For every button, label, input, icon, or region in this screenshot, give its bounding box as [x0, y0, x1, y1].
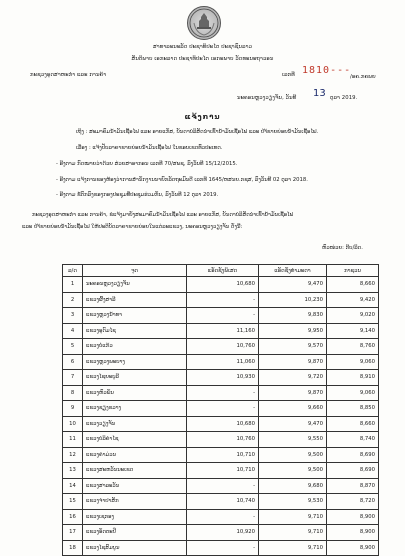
- row-index: 4: [63, 323, 83, 339]
- row-regular-price: 9,570: [259, 339, 327, 355]
- row-index: 12: [63, 447, 83, 463]
- row-diesel-price: 8,690: [327, 463, 379, 479]
- row-premium-price: -: [187, 292, 259, 308]
- row-regular-price: 9,470: [259, 277, 327, 293]
- col-header-diesel: ກາຊວນ: [327, 265, 379, 277]
- row-regular-price: 9,470: [259, 416, 327, 432]
- unit-note: ຫົວໜ່ວຍ: ກີບ/ລິດ.: [322, 245, 363, 251]
- row-regular-price: 9,710: [259, 540, 327, 556]
- col-header-index: ລ/ດ: [63, 265, 83, 277]
- row-diesel-price: 8,850: [327, 401, 379, 417]
- row-index: 18: [63, 540, 83, 556]
- table-row: [63, 509, 379, 525]
- row-location: ແຂວງຜົ້ງສາລີ: [83, 292, 187, 308]
- row-diesel-price: 8,720: [327, 494, 379, 510]
- row-diesel-price: 8,910: [327, 370, 379, 386]
- row-regular-price: 9,550: [259, 432, 327, 448]
- table-row: [63, 354, 379, 370]
- row-index: 17: [63, 525, 83, 541]
- row-location: ແຂວງອຸດົມໄຊ: [83, 323, 187, 339]
- row-premium-price: -: [187, 385, 259, 401]
- row-index: 13: [63, 463, 83, 479]
- date-month-year: ຕຸລາ 2019.: [330, 95, 358, 101]
- row-premium-price: 10,930: [187, 370, 259, 386]
- row-diesel-price: 9,420: [327, 292, 379, 308]
- row-diesel-price: 9,060: [327, 354, 379, 370]
- row-regular-price: 9,710: [259, 525, 327, 541]
- table-row: [63, 540, 379, 556]
- table-row: [63, 277, 379, 293]
- row-location: ແຂວງຫຼວງພະບາງ: [83, 354, 187, 370]
- table-row: [63, 463, 379, 479]
- row-diesel-price: 9,060: [327, 385, 379, 401]
- row-regular-price: 9,720: [259, 370, 327, 386]
- table-row: [63, 416, 379, 432]
- row-premium-price: 10,680: [187, 416, 259, 432]
- row-index: 9: [63, 401, 83, 417]
- row-premium-price: 11,160: [187, 323, 259, 339]
- row-index: 5: [63, 339, 83, 355]
- row-location: ແຂວງວຽງຈັນ: [83, 416, 187, 432]
- row-location: ແຂວງເຊກອງ: [83, 509, 187, 525]
- row-regular-price: 9,500: [259, 463, 327, 479]
- row-regular-price: 9,680: [259, 478, 327, 494]
- row-location: ແຂວງຈຳປາສັກ: [83, 494, 187, 510]
- row-premium-price: 10,760: [187, 339, 259, 355]
- row-premium-price: 10,740: [187, 494, 259, 510]
- row-premium-price: 11,060: [187, 354, 259, 370]
- row-index: 1: [63, 277, 83, 293]
- table-row: [63, 447, 379, 463]
- col-header-location: ຈຸດ: [83, 265, 187, 277]
- row-index: 3: [63, 308, 83, 324]
- row-location: ແຂວງບໍລິຄຳໄຊ: [83, 432, 187, 448]
- row-regular-price: 9,530: [259, 494, 327, 510]
- document-title: ແຈ້ງການ: [184, 113, 221, 121]
- row-regular-price: 9,870: [259, 385, 327, 401]
- row-premium-price: -: [187, 308, 259, 324]
- table-row: [63, 292, 379, 308]
- row-diesel-price: 8,900: [327, 525, 379, 541]
- subject-matter-line: ເລື່ອງ : ແຈ້ງປັບລາຄາຂາຍຍ່ອຍນ້ຳມັນເຊື້ອໄຟ ໃນຂອບເຂດທົ່ວປະເທດ.: [76, 145, 223, 151]
- body-paragraph-line: ກະຊວງອຸດສາຫະກຳ ແລະ ການຄ້າ, ຂໍແຈ້ງມາຍັງສະມາຄົມນ້ຳມັນເຊື້ອໄຟ ແລະ ອາຍແກັສ, ບັນດາບໍລິສັດນຳເຂົ້ານ້ຳມັນເຊື້ອໄຟ: [32, 212, 294, 218]
- body-paragraph-line: ແລະ ປຳ້ຂາຍຍ່ອຍນ້ຳມັນເຊື້ອໄຟ ໃຫ້ປະຕິບັດລາຄາຂາຍຍ່ອຍໃນແຕ່ລະແຂວງ, ນະຄອນຫຼວງວຽງຈັນ ດັ່ງນີ້:: [22, 224, 243, 230]
- row-diesel-price: 8,660: [327, 277, 379, 293]
- row-regular-price: 9,830: [259, 308, 327, 324]
- row-location: ແຂວງສະຫວັນນະເຂດ: [83, 463, 187, 479]
- row-regular-price: 9,710: [259, 509, 327, 525]
- row-index: 6: [63, 354, 83, 370]
- row-premium-price: 10,680: [187, 277, 259, 293]
- row-location: ແຂວງບໍ່ແກ້ວ: [83, 339, 187, 355]
- emblem-icon: [188, 7, 220, 39]
- reference-item: - ອີງຕາມ ຂໍ້ຕົກລົງຂອງກອງປະຊຸມທີ່ປະຊຸມຮ່ວມກັນ, ລົງວັນທີ 12 ຕຸລາ 2019.: [56, 192, 219, 198]
- row-regular-price: 9,660: [259, 401, 327, 417]
- row-location: ນະຄອນຫຼວງວຽງຈັນ: [83, 277, 187, 293]
- table-row: [63, 432, 379, 448]
- row-premium-price: 10,920: [187, 525, 259, 541]
- table-header-row: [63, 265, 379, 277]
- row-location: ແຂວງຫຼວງນ້ຳທາ: [83, 308, 187, 324]
- row-premium-price: 10,710: [187, 463, 259, 479]
- row-index: 14: [63, 478, 83, 494]
- row-location: ແຂວງສາລະວັນ: [83, 478, 187, 494]
- row-diesel-price: 8,900: [327, 509, 379, 525]
- row-index: 11: [63, 432, 83, 448]
- row-diesel-price: 8,900: [327, 540, 379, 556]
- row-location: ແຂວງຫົວພັນ: [83, 385, 187, 401]
- row-premium-price: -: [187, 540, 259, 556]
- table-row: [63, 525, 379, 541]
- row-regular-price: 9,500: [259, 447, 327, 463]
- row-premium-price: 10,760: [187, 432, 259, 448]
- reference-item: - ອີງຕາມ ກົດໝາຍວ່າດ້ວຍ ສ່ວຍສາອາກອນ ເລກທີ 70/ສພຊ, ລົງວັນທີ 15/12/2015.: [56, 161, 238, 167]
- col-header-premium-gasoline: ແອັດຊັງພິເສດ: [187, 265, 259, 277]
- row-index: 2: [63, 292, 83, 308]
- row-index: 15: [63, 494, 83, 510]
- table-row: [63, 339, 379, 355]
- date-day-handwritten: 13: [313, 88, 326, 99]
- row-diesel-price: 8,740: [327, 432, 379, 448]
- table-row: [63, 308, 379, 324]
- republic-heading: ສາທາລະນະລັດ ປະຊາທິປະໄຕ ປະຊາຊົນລາວ: [152, 44, 253, 50]
- row-diesel-price: 8,690: [327, 447, 379, 463]
- row-premium-price: -: [187, 401, 259, 417]
- table-row: [63, 401, 379, 417]
- row-index: 8: [63, 385, 83, 401]
- national-motto: ສັນຕິພາບ ເອກະລາດ ປະຊາທິປະໄຕ ເອກະພາບ ວັດທະນະຖາວອນ: [131, 56, 274, 62]
- fuel-price-table: [62, 264, 379, 556]
- doc-number-value: 1810---: [302, 65, 352, 76]
- row-regular-price: 9,950: [259, 323, 327, 339]
- row-location: ແຂວງຄຳມ່ວນ: [83, 447, 187, 463]
- row-diesel-price: 8,660: [327, 416, 379, 432]
- table-row: [63, 370, 379, 386]
- row-premium-price: -: [187, 509, 259, 525]
- doc-number-suffix: /ອຄ.ກຄພຍ: [350, 74, 376, 80]
- row-index: 7: [63, 370, 83, 386]
- row-location: ແຂວງໄຊຍະບູລີ: [83, 370, 187, 386]
- ministry-name: ກະຊວງອຸດສາຫະກຳ ແລະ ການຄ້າ: [30, 72, 107, 78]
- place-date-prefix: ນະຄອນຫຼວງວຽງຈັນ, ວັນທີ: [237, 95, 297, 101]
- doc-number-label: ເລກທີ: [282, 72, 295, 78]
- col-header-regular-gasoline: ແອັດຊັງທຳມະດາ: [259, 265, 327, 277]
- row-regular-price: 10,230: [259, 292, 327, 308]
- national-emblem: [187, 6, 221, 40]
- row-location: ແຂວງຊຽງຂວາງ: [83, 401, 187, 417]
- row-diesel-price: 9,020: [327, 308, 379, 324]
- table-row: [63, 494, 379, 510]
- row-diesel-price: 9,140: [327, 323, 379, 339]
- row-premium-price: 10,710: [187, 447, 259, 463]
- row-premium-price: -: [187, 478, 259, 494]
- row-index: 10: [63, 416, 83, 432]
- row-regular-price: 9,870: [259, 354, 327, 370]
- row-diesel-price: 8,760: [327, 339, 379, 355]
- row-location: ແຂວງອັດຕະປື: [83, 525, 187, 541]
- row-location: ແຂວງໄຊສົມບູນ: [83, 540, 187, 556]
- table-row: [63, 323, 379, 339]
- table-row: [63, 385, 379, 401]
- reference-item: - ອີງຕາມ ແຈ້ງການຂອງຫ້ອງວ່າການສຳນັກງານນາຍົກລັດຖະມົນຕີ ເລກທີ 1645/ຫສນຍ.ກຊສ, ລົງວັນທີ 02 ຕຸລາ 2018.: [56, 177, 308, 183]
- row-diesel-price: 8,870: [327, 478, 379, 494]
- row-index: 16: [63, 509, 83, 525]
- subject-to-line: ເຖິງ : ສະມາຄົມນ້ຳມັນເຊື້ອໄຟ ແລະ ອາຍແກັສ, ບັນດາບໍລິສັດນຳເຂົ້ານ້ຳມັນເຊື້ອໄຟ ແລະ ປຳ້ຂາຍຍ່ອຍນ້ຳມັນເຊື້ອໄຟ.: [76, 129, 319, 135]
- table-row: [63, 478, 379, 494]
